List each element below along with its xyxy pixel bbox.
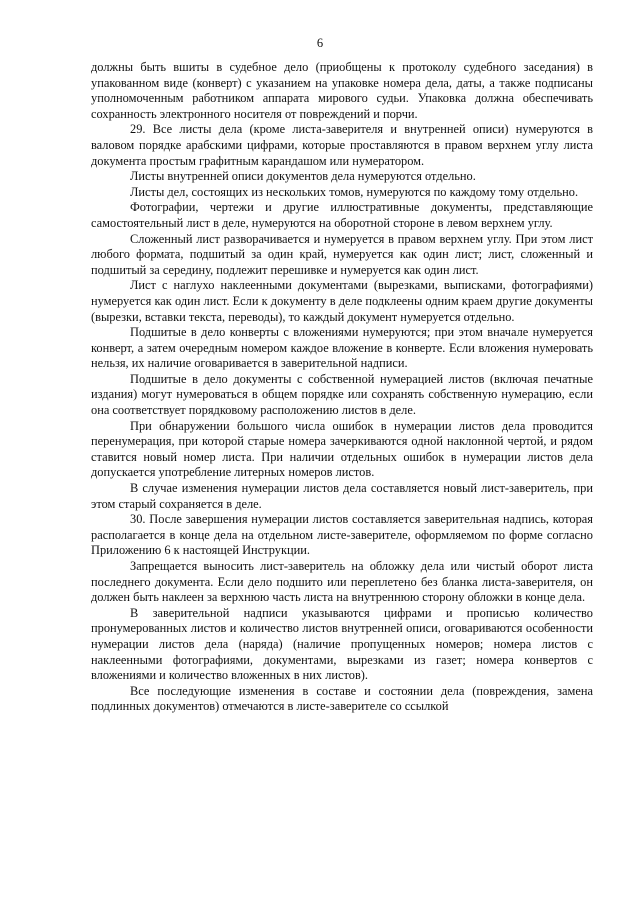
paragraph: Лист с наглухо наклеенными документами (вырезками, выписками, фотографиями) нумеруется как один лист. Если к документу в деле подклеены одним краем другие документы (вырезки, вставки текста, переводы), то каждый документ нумеруется отдельно. [91, 278, 593, 324]
paragraph: Подшитые в дело конверты с вложениями нумеруются; при этом вначале нумеруется конверт, а затем очередным номером каждое вложение в конверте. Если вложения нумеровать нельзя, их наличие оговаривается в заверительной надписи. [91, 325, 593, 371]
paragraph-clause-29: 29. Все листы дела (кроме листа-заверителя и внутренней описи) нумеруются в валовом порядке арабскими цифрами, которые проставляются в правом верхнем углу листа документа простым графитным карандашом или нумератором. [91, 122, 593, 168]
paragraph: Фотографии, чертежи и другие иллюстративные документы, представляющие самостоятельный лист в деле, нумеруются на оборотной стороне в левом верхнем углу. [91, 200, 593, 230]
paragraph: Листы внутренней описи документов дела нумеруются отдельно. [130, 169, 476, 184]
paragraph: Листы дел, состоящих из нескольких томов, нумеруются по каждому тому отдельно. [130, 184, 579, 199]
paragraph: В случае изменения нумерации листов дела составляется новый лист-заверитель, при этом старый сохраняется в деле. [91, 481, 593, 511]
paragraph-continuation: должны быть вшиты в судебное дело (приобщены к протоколу судебного заседания) в упакованном виде (конверт) с указанием на упаковке номера дела, даты, а также подписаны уполномоченным работником аппарата мирового судьи. Упаковка должна обеспечивать сохранность электронного носителя от повреждений и порчи. [91, 60, 593, 121]
paragraph: При обнаружении большого числа ошибок в нумерации листов дела проводится перенумерация, при которой старые номера зачеркиваются одной наклонной чертой, и рядом ставится новый номер листа. При наличии отдельных ошибок в нумерации листов дела допускается употребление литерных номеров листов. [91, 418, 593, 480]
paragraph: Запрещается выносить лист-заверитель на обложку дела или чистый оборот листа последнего документа. Если дело подшито или переплетено без бланка листа-заверителя, он должен быть наклеен за верхнюю часть листа на внутреннюю сторону обложки в конце дела. [91, 559, 593, 605]
paragraph: Сложенный лист разворачивается и нумеруется в правом верхнем углу. При этом лист любого формата, подшитый за один край, нумеруется как один лист; лист, сложенный и подшитый за середину, подлежит перешивке и нумеруется как один лист. [91, 231, 593, 277]
paragraph: Подшитые в дело документы с собственной нумерацией листов (включая печатные издания) могут нумероваться в общем порядке или сохранять собственную нумерацию, если она соответствует порядковому расположению листов в деле. [91, 371, 593, 418]
document-body [91, 60, 593, 715]
paragraph: В заверительной надписи указываются цифрами и прописью количество пронумерованных листов и количество листов внутренней описи, оговариваются особенности нумерации листов дела (наряда) (наличие пропущенных номеров; номера листов с наклеенными фотографиями, документами, вырезками из газет; номера конвертов с вложениями и количество вложенных в них листов). [91, 605, 593, 683]
paragraph: Все последующие изменения в составе и состоянии дела (повреждения, замена подлинных документов) отмечаются в листе-заверителе со ссылкой [91, 683, 593, 714]
paragraph-clause-30: 30. После завершения нумерации листов составляется заверительная надпись, которая располагается в конце дела на отдельном листе-заверителе, оформляемом по форме согласно Приложению 6 к настоящей Инструкции. [91, 512, 593, 558]
page-number: 6 [316, 36, 324, 50]
